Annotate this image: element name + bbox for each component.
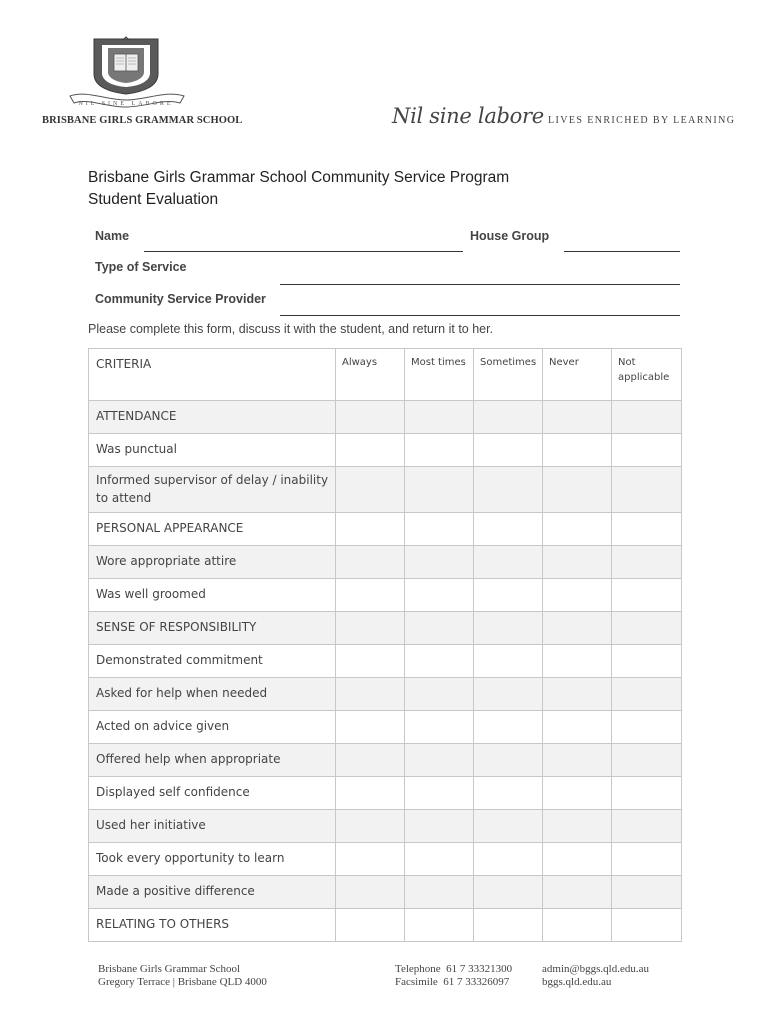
rating-cell[interactable] — [405, 579, 474, 612]
rating-cell[interactable] — [474, 401, 543, 434]
criteria-cell: Displayed self confidence — [89, 777, 336, 810]
rating-cell[interactable] — [405, 513, 474, 546]
rating-cell[interactable] — [405, 401, 474, 434]
rating-cell[interactable] — [474, 678, 543, 711]
rating-cell[interactable] — [612, 744, 682, 777]
rating-cell[interactable] — [543, 876, 612, 909]
instructions-text: Please complete this form, discuss it with the student, and return it to her. — [88, 322, 494, 336]
type-of-service-line[interactable] — [280, 284, 680, 285]
rating-cell[interactable] — [612, 612, 682, 645]
footer-telephone-label: Telephone — [395, 963, 441, 975]
rating-cell[interactable] — [543, 579, 612, 612]
header-always: Always — [336, 349, 405, 401]
house-group-label: House Group — [470, 229, 550, 243]
form-subtitle: Student Evaluation — [88, 191, 219, 208]
footer-school: Brisbane Girls Grammar School — [98, 963, 241, 975]
rating-cell[interactable] — [336, 678, 405, 711]
table-row — [89, 513, 682, 546]
criteria-cell: Was well groomed — [89, 579, 336, 612]
rating-cell[interactable] — [543, 744, 612, 777]
rating-cell[interactable] — [474, 513, 543, 546]
rating-cell[interactable] — [474, 612, 543, 645]
table-row — [89, 579, 682, 612]
rating-cell[interactable] — [336, 401, 405, 434]
rating-cell[interactable] — [336, 744, 405, 777]
criteria-cell: Used her initiative — [89, 810, 336, 843]
rating-cell[interactable] — [336, 777, 405, 810]
criteria-cell: SENSE OF RESPONSIBILITY — [89, 612, 336, 645]
rating-cell[interactable] — [612, 843, 682, 876]
rating-cell[interactable] — [336, 434, 405, 467]
rating-cell[interactable] — [474, 744, 543, 777]
rating-cell[interactable] — [612, 513, 682, 546]
provider-line[interactable] — [280, 315, 680, 316]
header-most-times: Most times — [405, 349, 474, 401]
rating-cell[interactable] — [336, 876, 405, 909]
rating-cell[interactable] — [336, 467, 405, 513]
rating-cell[interactable] — [612, 777, 682, 810]
criteria-cell: Acted on advice given — [89, 711, 336, 744]
rating-cell[interactable] — [405, 876, 474, 909]
table-row — [89, 612, 682, 645]
rating-cell[interactable] — [543, 777, 612, 810]
rating-cell[interactable] — [543, 401, 612, 434]
school-motto: Nil sine labore — [392, 104, 544, 128]
name-line[interactable] — [144, 251, 463, 252]
criteria-cell: Took every opportunity to learn — [89, 843, 336, 876]
table-header-row — [89, 349, 682, 401]
criteria-cell: RELATING TO OTHERS — [89, 909, 336, 942]
rating-cell[interactable] — [612, 909, 682, 942]
rating-cell[interactable] — [336, 711, 405, 744]
school-name: BRISBANE GIRLS GRAMMAR SCHOOL — [42, 115, 243, 126]
table-row — [89, 876, 682, 909]
rating-cell[interactable] — [612, 467, 682, 513]
table-row — [89, 711, 682, 744]
header-not-applicable: Not applicable — [612, 349, 682, 401]
rating-cell[interactable] — [612, 579, 682, 612]
form-title: Brisbane Girls Grammar School Community Service Program — [88, 169, 510, 186]
crest-ribbon-text: NIL SINE LABORE — [78, 101, 174, 107]
rating-cell[interactable] — [543, 909, 612, 942]
rating-cell[interactable] — [474, 467, 543, 513]
rating-cell[interactable] — [405, 744, 474, 777]
criteria-cell: Asked for help when needed — [89, 678, 336, 711]
rating-cell[interactable] — [543, 645, 612, 678]
rating-cell[interactable] — [405, 678, 474, 711]
table-row — [89, 546, 682, 579]
footer-facsimile-label: Facsimile — [395, 976, 438, 988]
rating-cell[interactable] — [336, 843, 405, 876]
table-row — [89, 467, 682, 513]
rating-cell[interactable] — [336, 645, 405, 678]
criteria-cell: Made a positive difference — [89, 876, 336, 909]
rating-cell[interactable] — [543, 434, 612, 467]
rating-cell[interactable] — [474, 711, 543, 744]
rating-cell[interactable] — [612, 711, 682, 744]
footer-email[interactable]: admin@bggs.qld.edu.au — [542, 963, 649, 975]
footer-website[interactable]: bggs.qld.edu.au — [542, 976, 612, 988]
type-of-service-label: Type of Service — [95, 260, 187, 274]
rating-cell[interactable] — [612, 678, 682, 711]
rating-cell[interactable] — [405, 810, 474, 843]
school-tagline: LIVES ENRICHED BY LEARNING — [548, 115, 736, 126]
criteria-cell: Was punctual — [89, 434, 336, 467]
rating-cell[interactable] — [405, 645, 474, 678]
header-sometimes: Sometimes — [474, 349, 543, 401]
rating-cell[interactable] — [612, 810, 682, 843]
table-row — [89, 843, 682, 876]
criteria-cell: ATTENDANCE — [89, 401, 336, 434]
footer-address: Gregory Terrace | Brisbane QLD 4000 — [98, 976, 267, 988]
rating-cell[interactable] — [543, 678, 612, 711]
rating-cell[interactable] — [543, 612, 612, 645]
rating-cell[interactable] — [405, 843, 474, 876]
rating-cell[interactable] — [474, 579, 543, 612]
header-never: Never — [543, 349, 612, 401]
rating-cell[interactable] — [336, 513, 405, 546]
table-row — [89, 810, 682, 843]
name-label: Name — [95, 229, 130, 243]
header-criteria: CRITERIA — [89, 349, 336, 401]
rating-cell[interactable] — [612, 401, 682, 434]
rating-cell[interactable] — [405, 909, 474, 942]
rating-cell[interactable] — [405, 777, 474, 810]
rating-cell[interactable] — [543, 546, 612, 579]
footer-facsimile: 61 7 33326097 — [443, 976, 510, 988]
rating-cell[interactable] — [405, 612, 474, 645]
table-row — [89, 744, 682, 777]
rating-cell[interactable] — [474, 645, 543, 678]
criteria-cell: Informed supervisor of delay / inability to attend — [89, 467, 336, 513]
rating-cell[interactable] — [336, 612, 405, 645]
rating-cell[interactable] — [612, 876, 682, 909]
rating-cell[interactable] — [405, 467, 474, 513]
table-row — [89, 678, 682, 711]
footer-telephone: 61 7 33321300 — [446, 963, 513, 975]
rating-cell[interactable] — [543, 711, 612, 744]
criteria-cell: Demonstrated commitment — [89, 645, 336, 678]
table-row — [89, 434, 682, 467]
rating-cell[interactable] — [543, 810, 612, 843]
table-row — [89, 909, 682, 942]
table-row — [89, 401, 682, 434]
criteria-cell: Offered help when appropriate — [89, 744, 336, 777]
rating-cell[interactable] — [474, 810, 543, 843]
rating-cell[interactable] — [474, 843, 543, 876]
rating-cell[interactable] — [336, 579, 405, 612]
table-row — [89, 645, 682, 678]
rating-cell[interactable] — [543, 467, 612, 513]
school-crest-logo — [66, 36, 188, 112]
rating-cell[interactable] — [405, 434, 474, 467]
rating-cell[interactable] — [474, 876, 543, 909]
rating-cell[interactable] — [543, 843, 612, 876]
rating-cell[interactable] — [336, 909, 405, 942]
criteria-cell: PERSONAL APPEARANCE — [89, 513, 336, 546]
rating-cell[interactable] — [336, 546, 405, 579]
criteria-cell: Wore appropriate attire — [89, 546, 336, 579]
rating-cell[interactable] — [474, 909, 543, 942]
provider-label: Community Service Provider — [95, 292, 266, 306]
rating-cell[interactable] — [612, 434, 682, 467]
table-row — [89, 777, 682, 810]
rating-cell[interactable] — [336, 810, 405, 843]
rating-cell[interactable] — [612, 546, 682, 579]
rating-cell[interactable] — [474, 546, 543, 579]
rating-cell[interactable] — [474, 777, 543, 810]
rating-cell[interactable] — [405, 711, 474, 744]
evaluation-table — [88, 348, 682, 942]
rating-cell[interactable] — [474, 434, 543, 467]
rating-cell[interactable] — [543, 513, 612, 546]
house-group-line[interactable] — [564, 251, 680, 252]
rating-cell[interactable] — [405, 546, 474, 579]
rating-cell[interactable] — [612, 645, 682, 678]
